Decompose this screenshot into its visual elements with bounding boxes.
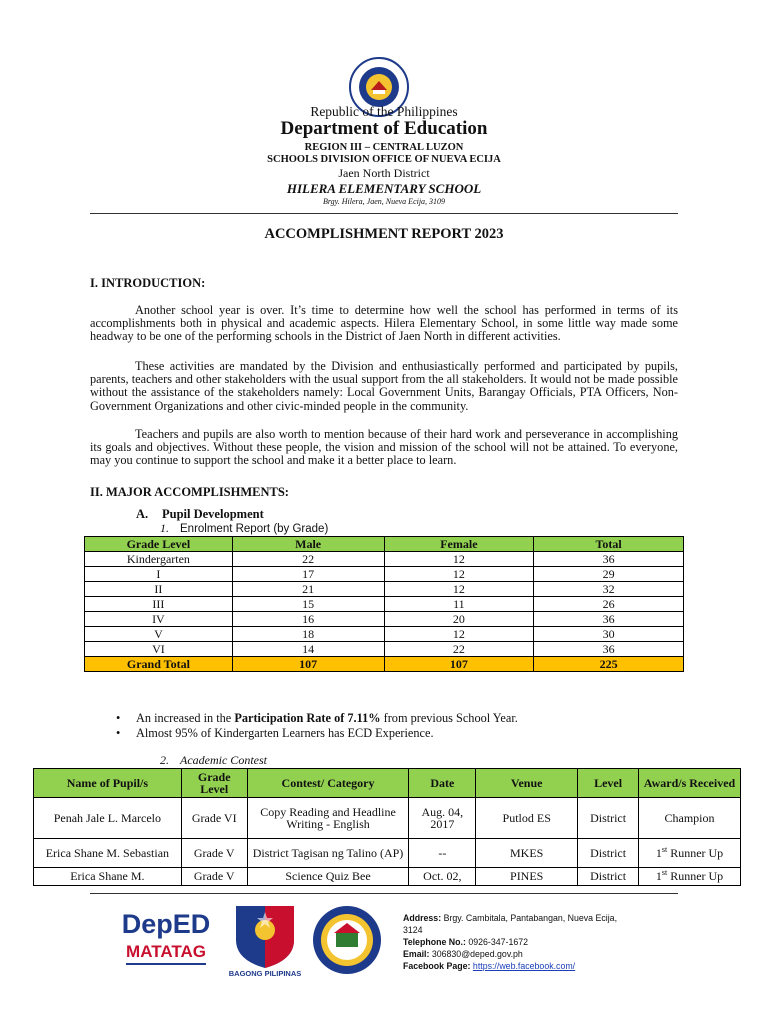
- cell: 15: [232, 597, 384, 612]
- academic-contest-table: [33, 768, 741, 886]
- footer-contact-block: [403, 912, 633, 972]
- table-header-row: [85, 537, 684, 552]
- cell: 36: [534, 552, 684, 567]
- table-header-row: [34, 769, 741, 798]
- footer-divider: [90, 893, 678, 894]
- table-row: [85, 627, 684, 642]
- header-district: Jaen North District: [338, 166, 430, 180]
- cell: 107: [384, 657, 534, 672]
- cell: VI: [85, 642, 233, 657]
- cell: 17: [232, 567, 384, 582]
- cell: 26: [534, 597, 684, 612]
- cell: 225: [534, 657, 684, 672]
- contact-telephone: Telephone No.: 0926-347-1672: [403, 937, 529, 947]
- award-cell: 1st Runner Up: [639, 868, 741, 886]
- cell: 36: [534, 612, 684, 627]
- cell: 29: [534, 567, 684, 582]
- cell: 16: [232, 612, 384, 627]
- svg-text:BAGONG PILIPINAS: BAGONG PILIPINAS: [228, 969, 302, 978]
- cell: 12: [384, 552, 534, 567]
- cell: 32: [534, 582, 684, 597]
- cell: --: [409, 839, 476, 868]
- major-accomplishments-heading: II. MAJOR ACCOMPLISHMENTS:: [90, 485, 289, 499]
- intro-paragraph-2: These activities are mandated by the Division and enthusiastically performed and participated by pupils, parents, teachers and other stakeholders with the usual support from the all stakeholders. It would not be made possible without the assistance of the stakeholders namely: Local Government Units, Barangay Officials, PTA Officers, Non-Government Organizations and other civic-minded people in the community.: [90, 359, 678, 413]
- grand-total-row: [85, 657, 684, 672]
- cell: District Tagisan ng Talino (AP): [247, 839, 409, 868]
- column-header: Name of Pupil/s: [34, 769, 182, 798]
- table-row: [85, 612, 684, 627]
- enrolment-report-label: 1. Enrolment Report (by Grade): [160, 521, 329, 535]
- table-row: [34, 839, 741, 868]
- cell: MKES: [476, 839, 578, 868]
- column-header: Female: [384, 537, 534, 552]
- cell: 22: [232, 552, 384, 567]
- column-header: Male: [232, 537, 384, 552]
- header-divider: [90, 213, 678, 214]
- cell: 30: [534, 627, 684, 642]
- award-cell: 1st Runner Up: [639, 839, 741, 868]
- table-row: [85, 642, 684, 657]
- enrolment-table: [84, 536, 684, 672]
- column-header: Total: [534, 537, 684, 552]
- cell: Grade V: [181, 839, 247, 868]
- cell: 12: [384, 567, 534, 582]
- bullet-ecd-experience: • Almost 95% of Kindergarten Learners has ECD Experience.: [116, 726, 434, 740]
- intro-paragraph-1: Another school year is over. It’s time to determine how well the school has performed in terms of its accomplishments both in physical and academic aspects. Hilera Elementary School, in some little way made some headway to be one of the performing schools in the District of Jaen North in different activities.: [90, 303, 678, 344]
- cell: Science Quiz Bee: [247, 868, 409, 886]
- table-row: [85, 552, 684, 567]
- column-header: Level: [578, 769, 639, 798]
- contact-facebook: Facebook Page: https://web.facebook.com/: [403, 961, 576, 971]
- column-header: Contest/ Category: [247, 769, 409, 798]
- cell: Erica Shane M.: [34, 868, 182, 886]
- cell: District: [578, 798, 639, 839]
- cell: 11: [384, 597, 534, 612]
- cell: IV: [85, 612, 233, 627]
- introduction-heading: I. INTRODUCTION:: [90, 276, 206, 290]
- academic-contest-label: 2. Academic Contest: [160, 753, 267, 767]
- cell: II: [85, 582, 233, 597]
- cell: Oct. 02,: [409, 868, 476, 886]
- cell: Champion: [639, 798, 741, 839]
- column-header: Date: [409, 769, 476, 798]
- bullet-participation-rate: • An increased in the Participation Rate of 7.11% from previous School Year.: [116, 711, 518, 725]
- section-pupil-development: A. Pupil Development: [136, 507, 264, 521]
- header-school-address: Brgy. Hilera, Jaen, Nueva Ecija, 3109: [322, 197, 446, 206]
- facebook-link[interactable]: https://web.facebook.com/: [472, 961, 576, 971]
- table-row: [85, 582, 684, 597]
- svg-text:MATATAG: MATATAG: [126, 942, 206, 961]
- cell: Aug. 04, 2017: [409, 798, 476, 839]
- cell: PINES: [476, 868, 578, 886]
- deped-matatag-logo: [120, 903, 212, 971]
- cell: 12: [384, 582, 534, 597]
- column-header: Award/s Received: [639, 769, 741, 798]
- cell: 18: [232, 627, 384, 642]
- cell: Grand Total: [85, 657, 233, 672]
- svg-text:DepED: DepED: [121, 909, 211, 939]
- header-school-name: HILERA ELEMENTARY SCHOOL: [286, 181, 482, 196]
- table-row: [85, 597, 684, 612]
- bagong-pilipinas-logo: [226, 898, 304, 978]
- cell: 21: [232, 582, 384, 597]
- cell: 14: [232, 642, 384, 657]
- cell: 22: [384, 642, 534, 657]
- header-republic: Republic of the Philippines: [310, 104, 458, 119]
- contact-email: Email: 306830@deped.gov.ph: [403, 949, 523, 959]
- cell: V: [85, 627, 233, 642]
- report-title: ACCOMPLISHMENT REPORT 2023: [264, 226, 504, 242]
- cell: Erica Shane M. Sebastian: [34, 839, 182, 868]
- cell: Grade V: [181, 868, 247, 886]
- cell: I: [85, 567, 233, 582]
- school-seal-logo: [312, 905, 382, 975]
- cell: Grade VI: [181, 798, 247, 839]
- header-region: REGION III – CENTRAL LUZON: [304, 142, 464, 153]
- intro-paragraph-3: Teachers and pupils are also worth to mention because of their hard work and perseverance in accomplishing its goals and objectives. Without these people, the vision and mission of the school will not be attained. To everyone, may you continue to support the school and make it a better place to learn.: [90, 427, 678, 468]
- cell: 20: [384, 612, 534, 627]
- cell: District: [578, 868, 639, 886]
- header-department: Department of Education: [280, 118, 488, 139]
- cell: III: [85, 597, 233, 612]
- header-division: SCHOOLS DIVISION OFFICE OF NUEVA ECIJA: [267, 154, 501, 165]
- cell: Penah Jale L. Marcelo: [34, 798, 182, 839]
- column-header: Venue: [476, 769, 578, 798]
- table-row: [34, 798, 741, 839]
- table-row: [85, 567, 684, 582]
- column-header: Grade Level: [181, 769, 247, 798]
- cell: District: [578, 839, 639, 868]
- cell: 12: [384, 627, 534, 642]
- cell: 36: [534, 642, 684, 657]
- table-row: [34, 868, 741, 886]
- contact-address: Address: Brgy. Cambitala, Pantabangan, Nueva Ecija, 3124: [403, 913, 618, 935]
- cell: 107: [232, 657, 384, 672]
- column-header: Grade Level: [85, 537, 233, 552]
- cell: Copy Reading and Headline Writing - English: [247, 798, 409, 839]
- cell: Putlod ES: [476, 798, 578, 839]
- cell: Kindergarten: [85, 552, 233, 567]
